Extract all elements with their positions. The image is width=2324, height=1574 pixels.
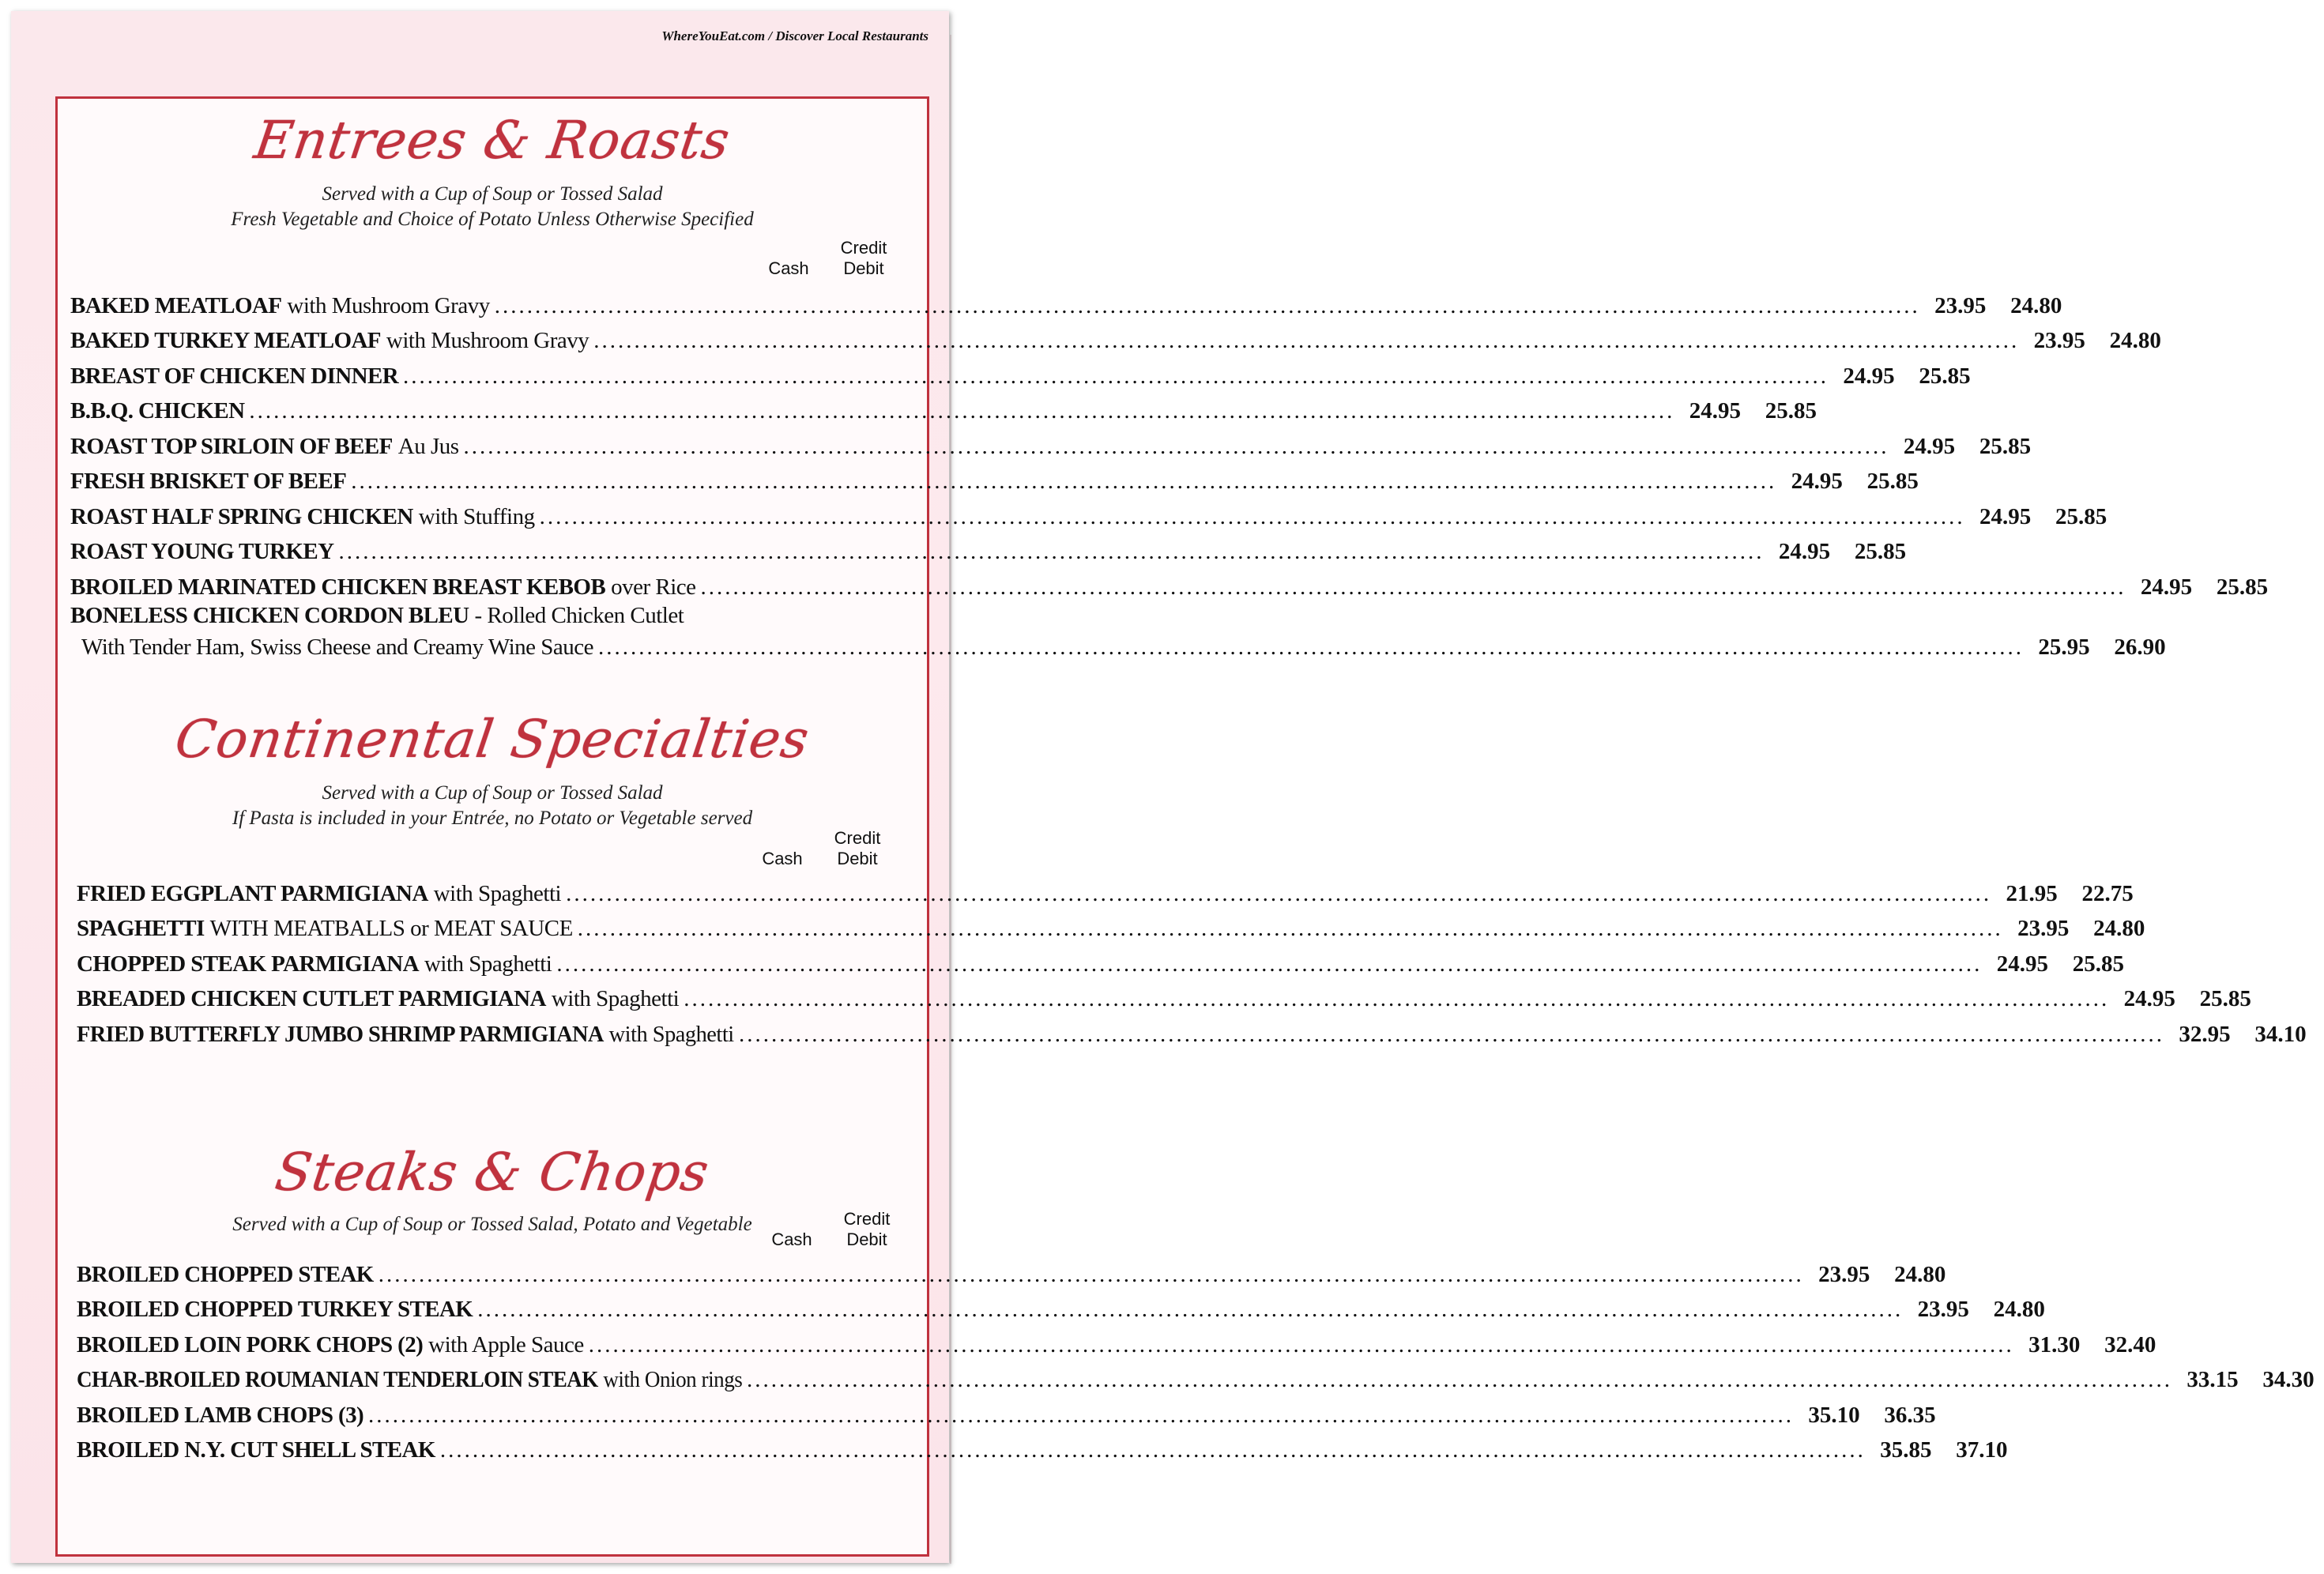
credit-price: 24.80 — [2109, 328, 2161, 353]
menu-item-name-wrap — [70, 539, 334, 565]
cash-price: 24.95 — [2123, 986, 2175, 1011]
cash-price: 33.15 — [2187, 1367, 2239, 1392]
menu-item-name-wrap — [70, 363, 398, 390]
debit-header: Debit — [837, 849, 878, 868]
menu-item — [77, 1288, 2045, 1324]
credit-price: 25.85 — [2072, 951, 2124, 977]
menu-item-name: CHOPPED STEAK PARMIGIANA — [77, 951, 419, 977]
menu-item-name: BROILED CHOPPED STEAK — [77, 1261, 374, 1287]
menu-item — [70, 390, 1817, 425]
leader-dots — [351, 469, 1776, 495]
credit-header: Credit — [834, 828, 881, 848]
leader-dots — [701, 574, 2126, 601]
menu-item-name: FRESH BRISKET OF BEEF — [70, 469, 347, 494]
cash-header: Cash — [762, 849, 803, 868]
credit-price: 32.40 — [2104, 1331, 2156, 1357]
credit-price: 37.10 — [1956, 1437, 2008, 1463]
credit-price: 25.85 — [1854, 539, 1907, 564]
menu-item-description: with Spaghetti — [424, 951, 552, 977]
leader-dots — [368, 1403, 1794, 1429]
cash-price: 23.95 — [2033, 328, 2085, 353]
menu-item-name: BROILED MARINATED CHICKEN BREAST KEBOB — [70, 574, 606, 600]
leader-dots — [566, 881, 1991, 907]
cash-price: 25.95 — [2038, 634, 2090, 660]
menu-item-name-wrap — [81, 634, 593, 661]
menu-item-name: ROAST HALF SPRING CHICKEN — [70, 503, 413, 529]
cash-price: 23.95 — [1917, 1297, 1969, 1322]
menu-item-description: with Mushroom Gravy — [287, 292, 490, 318]
credit-price: 25.85 — [2055, 503, 2107, 529]
credit-header: Credit — [843, 1209, 891, 1229]
menu-item-name: BROILED CHOPPED TURKEY STEAK — [77, 1297, 473, 1322]
menu-item — [77, 1012, 2307, 1048]
menu-item-name-wrap — [70, 574, 696, 601]
menu-item-description: with Spaghetti — [608, 1021, 734, 1047]
cash-price: 24.95 — [1791, 469, 1843, 494]
menu-item-description: with Onion rings — [603, 1367, 743, 1392]
section-subtitle: If Pasta is included in your Entrée, no Potato or Vegetable served — [232, 808, 753, 829]
menu-item-description: Au Jus — [397, 433, 459, 459]
section-subtitle: Served with a Cup of Soup or Tossed Salad — [322, 183, 663, 205]
menu-item-name-wrap — [77, 916, 573, 942]
credit-price: 25.85 — [2199, 986, 2251, 1011]
menu-page — [11, 11, 2315, 1563]
leader-dots — [464, 434, 1889, 460]
credit-price: 36.35 — [1884, 1402, 1936, 1428]
cash-price: 24.95 — [1843, 363, 1895, 389]
menu-item-name: B.B.Q. CHICKEN — [70, 398, 245, 424]
leader-dots — [339, 539, 1765, 565]
menu-item-name-wrap — [77, 1367, 743, 1393]
leader-dots — [249, 398, 1674, 424]
credit-price: 25.85 — [2216, 574, 2269, 600]
section-title: Entrees & Roasts — [250, 110, 734, 171]
menu-item-name-wrap — [70, 469, 346, 495]
menu-item — [77, 1358, 2315, 1394]
cash-price: 24.95 — [1778, 539, 1831, 564]
cash-price: 35.10 — [1808, 1402, 1860, 1428]
credit-price: 24.80 — [1993, 1297, 2045, 1322]
section-title: Steaks & Chops — [271, 1142, 714, 1203]
credit-price: 25.85 — [1979, 433, 2032, 459]
cash-price: 24.95 — [2140, 574, 2193, 600]
menu-item-name-wrap — [77, 1021, 734, 1048]
menu-item-name: BROILED N.Y. CUT SHELL STEAK — [77, 1437, 435, 1463]
cash-price: 24.95 — [1689, 398, 1742, 424]
section-entrees-roasts — [58, 110, 927, 232]
menu-item-description: with Stuffing — [418, 503, 535, 529]
item-list — [70, 284, 2269, 661]
menu-item-name: BAKED TURKEY MEATLOAF — [70, 328, 381, 353]
leader-dots — [540, 504, 1965, 530]
menu-item-name-wrap — [70, 434, 459, 460]
menu-item-name-wrap — [70, 328, 589, 354]
leader-dots — [747, 1367, 2172, 1393]
menu-item-name-wrap — [70, 603, 684, 629]
menu-item-name: BONELESS CHICKEN CORDON BLEU — [70, 602, 469, 628]
credit-price: 22.75 — [2081, 880, 2134, 906]
menu-item — [70, 530, 1907, 566]
leader-dots — [403, 363, 1829, 390]
menu-item — [70, 495, 2107, 530]
menu-item-name-wrap — [77, 986, 679, 1012]
credit-price: 34.30 — [2262, 1367, 2315, 1392]
menu-item-description: with Spaghetti — [433, 880, 562, 906]
menu-item-description: with Mushroom Gravy — [386, 328, 589, 353]
section-subtitle: Fresh Vegetable and Choice of Potato Unless Otherwise Specified — [231, 209, 754, 230]
menu-item-line — [70, 629, 2166, 661]
leader-dots — [593, 328, 2019, 354]
leader-dots — [440, 1437, 1866, 1463]
credit-price: 24.80 — [1894, 1261, 1946, 1287]
menu-item-name-wrap — [77, 951, 552, 977]
menu-item — [77, 977, 2251, 1013]
menu-item — [77, 907, 2145, 943]
credit-price: 25.85 — [1919, 363, 1971, 389]
menu-item-name-wrap — [77, 1403, 363, 1429]
menu-item-name: SPAGHETTI — [77, 916, 205, 941]
menu-item-name-wrap — [77, 1262, 374, 1288]
debit-header: Debit — [846, 1229, 887, 1249]
menu-item-name: BROILED LOIN PORK CHOPS (2) — [77, 1331, 424, 1357]
menu-item-name: BROILED LAMB CHOPS (3) — [77, 1402, 364, 1428]
menu-item-name: ROAST TOP SIRLOIN OF BEEF — [70, 433, 393, 459]
item-list — [77, 872, 2307, 1048]
leader-dots — [739, 1022, 2164, 1048]
menu-item-name: BAKED MEATLOAF — [70, 292, 282, 318]
menu-item — [70, 424, 2032, 460]
menu-item-description: over Rice — [611, 574, 696, 600]
menu-item-name-wrap — [77, 1437, 435, 1463]
leader-dots — [379, 1262, 1804, 1288]
menu-item-description: with Spaghetti — [551, 986, 680, 1011]
cash-price: 24.95 — [1903, 433, 1956, 459]
credit-price: 26.90 — [2114, 634, 2166, 660]
site-label: WhereYouEat.com / Discover Local Restaurants — [661, 28, 928, 43]
menu-item-name-wrap — [70, 293, 490, 319]
menu-item-name-wrap — [77, 1297, 473, 1323]
cash-price: 23.95 — [1818, 1261, 1870, 1287]
menu-item — [77, 1323, 2156, 1358]
menu-item-name: BREAST OF CHICKEN DINNER — [70, 363, 399, 389]
credit-price: 25.85 — [1765, 398, 1817, 424]
section-continental-specialties — [58, 709, 927, 831]
leader-dots — [495, 293, 1920, 319]
menu-item — [77, 942, 2124, 977]
cash-price: 24.95 — [1979, 503, 2032, 529]
menu-item-name: FRIED BUTTERFLY JUMBO SHRIMP PARMIGIANA — [77, 1021, 604, 1047]
menu-item — [70, 284, 2062, 319]
menu-item-name: FRIED EGGPLANT PARMIGIANA — [77, 880, 428, 906]
item-list — [77, 1252, 2315, 1463]
cash-price: 23.95 — [1934, 292, 1987, 318]
menu-item — [70, 354, 1971, 390]
menu-item-name-wrap — [77, 1332, 584, 1358]
menu-item-line — [70, 601, 911, 629]
menu-item — [70, 319, 2161, 355]
menu-item-name-wrap — [70, 504, 535, 530]
menu-item-name-wrap — [77, 881, 561, 907]
credit-price: 34.10 — [2254, 1021, 2307, 1047]
cash-header: Cash — [771, 1229, 812, 1249]
column-headers — [753, 232, 911, 279]
section-subtitle: Served with a Cup of Soup or Tossed Salad — [322, 782, 663, 804]
menu-item — [77, 1252, 1946, 1288]
leader-dots — [556, 951, 1982, 977]
credit-price: 24.80 — [2093, 916, 2145, 941]
leader-dots — [578, 916, 2003, 942]
cash-price: 24.95 — [1996, 951, 2048, 977]
menu-item-name-wrap — [70, 398, 244, 424]
menu-item — [70, 460, 1919, 495]
cash-price: 32.95 — [2179, 1021, 2231, 1047]
cash-header: Cash — [768, 258, 809, 278]
credit-price: 24.80 — [2010, 292, 2062, 318]
menu-item-description: - Rolled Chicken Cutlet — [474, 602, 684, 628]
menu-item-name: BREADED CHICKEN CUTLET PARMIGIANA — [77, 986, 546, 1011]
leader-dots — [598, 634, 2024, 661]
menu-item — [70, 565, 2269, 601]
menu-item-description: WITH MEATBALLS or MEAT SAUCE — [209, 916, 573, 941]
menu-frame — [55, 96, 2315, 1557]
credit-price: 25.85 — [1866, 469, 1919, 494]
menu-item-description: With Tender Ham, Swiss Cheese and Creamy Wine Sauce — [81, 634, 593, 660]
menu-item — [77, 1393, 1936, 1429]
cash-price: 23.95 — [2017, 916, 2070, 941]
leader-dots — [477, 1297, 1903, 1323]
leader-dots — [684, 986, 2109, 1012]
menu-item-description: with Apple Sauce — [428, 1331, 584, 1357]
debit-header: Debit — [843, 258, 884, 278]
cash-price: 31.30 — [2028, 1331, 2081, 1357]
cash-price: 21.95 — [2006, 880, 2058, 906]
menu-item — [77, 1429, 2008, 1464]
menu-item — [70, 601, 2166, 661]
section-subtitle: Served with a Cup of Soup or Tossed Salad, Potato and Vegetable — [232, 1214, 752, 1235]
column-headers — [747, 822, 905, 869]
leader-dots — [589, 1332, 2014, 1358]
menu-item-name: CHAR-BROILED ROUMANIAN TENDERLOIN STEAK — [77, 1367, 598, 1392]
menu-item — [77, 872, 2134, 907]
column-headers — [756, 1203, 914, 1250]
menu-item-name: ROAST YOUNG TURKEY — [70, 539, 334, 564]
section-title: Continental Specialties — [171, 709, 813, 770]
cash-price: 35.85 — [1880, 1437, 1932, 1463]
credit-header: Credit — [840, 238, 887, 258]
